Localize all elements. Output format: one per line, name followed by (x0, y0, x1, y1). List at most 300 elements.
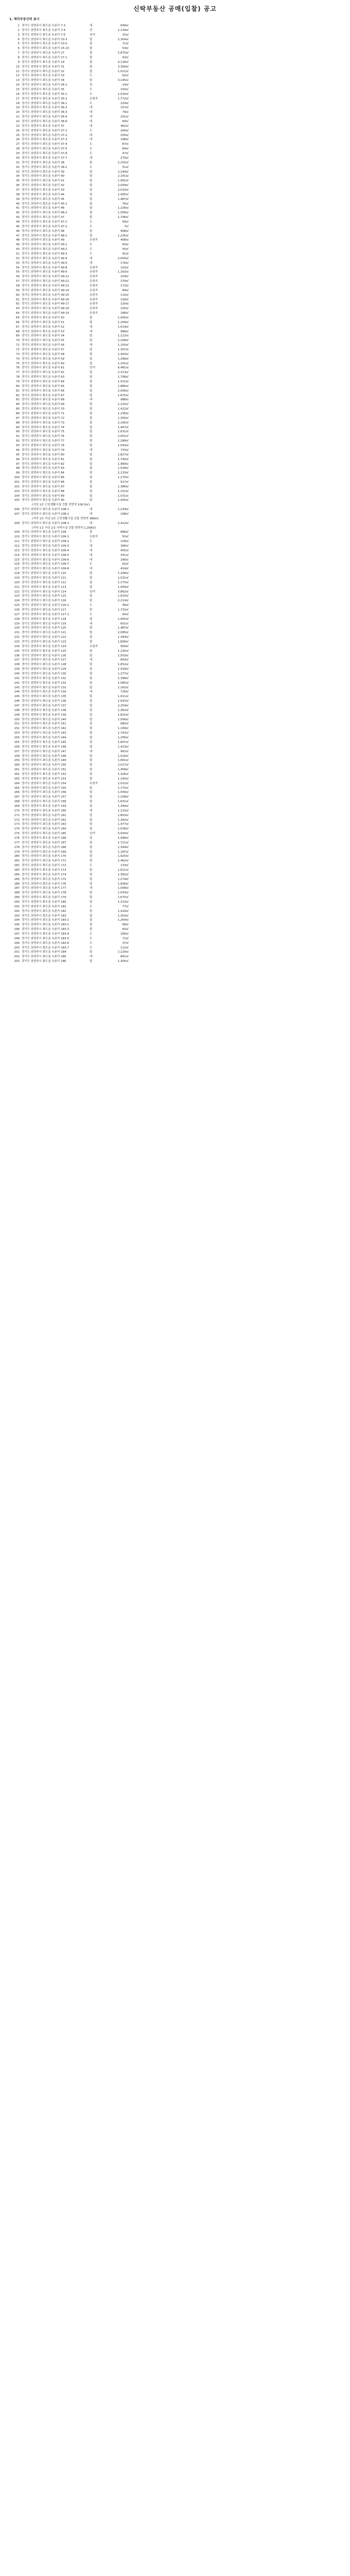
parcel-area: 1,775㎡ (117, 786, 129, 790)
parcel-area: 1,208㎡ (117, 795, 129, 799)
parcel-row (12, 649, 167, 654)
parcel-number: 144 (14, 690, 20, 694)
parcel-row (12, 402, 167, 407)
parcel-row (12, 334, 167, 338)
parcel-number: 6 (18, 47, 20, 50)
parcel-area: 62㎡ (122, 74, 129, 78)
parcel-landuse: 답 (90, 352, 93, 356)
parcel-landuse: 답 (90, 827, 93, 831)
parcel-landuse: 유원지 (90, 645, 98, 648)
parcel-number: 125 (14, 604, 20, 607)
parcel-address: 경기도 남양주시 화도읍 녹촌리 49-1 (22, 243, 67, 247)
parcel-row (12, 133, 167, 138)
parcel-landuse: 답 (90, 754, 93, 758)
parcel-row (12, 905, 167, 909)
parcel-row (12, 845, 167, 850)
parcel-row (12, 70, 167, 74)
parcel-area: 1,556㎡ (117, 211, 129, 215)
parcel-address: 경기도 남양주시 화도읍 녹촌리 89 (22, 494, 65, 498)
parcel-row (12, 485, 167, 489)
parcel-landuse: 유원지 (90, 280, 98, 283)
parcel-area: 1,652㎡ (117, 663, 129, 667)
parcel-row (12, 434, 167, 439)
parcel-landuse: 잡 (90, 928, 93, 931)
parcel-row (12, 284, 167, 289)
parcel-landuse: 답 (90, 320, 93, 324)
parcel-landuse: 도 (90, 74, 93, 78)
parcel-address: 경기도 남양주시 화도읍 녹촌리 180 (22, 901, 66, 904)
parcel-landuse: 답 (90, 804, 93, 808)
parcel-number: 50 (16, 248, 20, 251)
parcel-area: 1,462㎡ (117, 859, 129, 863)
parcel-number: 48 (16, 239, 20, 242)
parcel-landuse: 답 (90, 960, 93, 963)
parcel-number: 49 (16, 243, 20, 247)
parcel-row (12, 366, 167, 370)
parcel-address: 경기도 남양주시 화도읍 녹촌리 155 (22, 786, 66, 790)
parcel-landuse: 답 (90, 384, 93, 388)
parcel-row (12, 937, 167, 941)
parcel-row (12, 640, 167, 645)
parcel-row (12, 92, 167, 97)
parcel-area: 1,405㎡ (117, 193, 129, 196)
parcel-address: 경기도 남양주시 화도읍 녹촌리 109-7 (22, 563, 69, 566)
parcel-number: 72 (16, 348, 20, 352)
parcel-landuse: 답 (90, 759, 93, 762)
parcel-row (12, 480, 167, 485)
parcel-row (12, 631, 167, 635)
parcel-area: 2,155㎡ (117, 161, 129, 164)
parcel-number: 151 (14, 722, 20, 726)
parcel-address: 경기도 남양주시 화도읍 녹촌리 72 (22, 416, 65, 420)
parcel-row (12, 325, 167, 330)
parcel-address: 경기도 남양주시 화도읍 녹촌리 151 (22, 768, 66, 772)
parcel-area: 886㎡ (120, 531, 129, 534)
parcel-landuse: 답 (90, 668, 93, 671)
parcel-number: 31 (16, 161, 20, 164)
parcel-area: 42㎡ (122, 56, 129, 60)
parcel-row (12, 854, 167, 859)
parcel-row (12, 722, 167, 726)
parcel-address: 경기도 남양주시 화도읍 녹촌리 125 (22, 649, 66, 653)
parcel-address: 경기도 남양주시 화도읍 녹촌리 35-1 (22, 92, 67, 96)
parcel-area: 1,585㎡ (117, 681, 129, 685)
parcel-address: 경기도 남양주시 화도읍 녹촌리 7-3 (22, 24, 66, 27)
parcel-area: 1,506㎡ (117, 718, 129, 721)
parcel-area: 1,208㎡ (117, 572, 129, 575)
parcel-number: 17 (16, 97, 20, 100)
parcel-number: 147 (14, 704, 20, 708)
parcel-area: 1,307㎡ (117, 348, 129, 352)
parcel-area: 2,059㎡ (117, 184, 129, 188)
parcel-row (12, 257, 167, 261)
parcel-address: 경기도 남양주시 화도읍 녹촌리 160 (22, 809, 66, 812)
parcel-row (12, 279, 167, 284)
building-note: (지하 1층 지상 2층 근린생활시설 건물 연면적 388㎡) (32, 517, 99, 520)
parcel-area: 1,295㎡ (117, 736, 129, 740)
parcel-landuse: 천 (90, 83, 93, 87)
parcel-number: 149 (14, 713, 20, 717)
parcel-landuse: 답 (90, 216, 93, 219)
parcel-address: 경기도 남양주시 화도읍 녹촌리 56 (22, 344, 65, 347)
parcel-number: 47 (16, 234, 20, 238)
parcel-landuse: 전 (90, 28, 93, 32)
parcel-area: 1,820㎡ (117, 713, 129, 717)
parcel-area: 843㎡ (120, 658, 129, 662)
parcel-row (12, 60, 167, 65)
parcel-number: 37 (16, 188, 20, 192)
parcel-number: 111 (14, 540, 20, 544)
parcel-address: 경기도 남양주시 화도읍 녹촌리 37-4 (22, 143, 67, 146)
parcel-area: 1,288㎡ (117, 439, 129, 443)
parcel-area: 1,518㎡ (117, 467, 129, 470)
parcel-address: 경기도 남양주시 화도읍 녹촌리 49-12 (22, 280, 69, 283)
parcel-area: 50㎡ (122, 248, 129, 251)
parcel-area: 62㎡ (122, 563, 129, 566)
parcel-address: 경기도 남양주시 화도읍 녹촌리 47 (22, 216, 65, 219)
parcel-row (12, 129, 167, 133)
parcel-address: 경기도 남양주시 화도읍 녹촌리 58 (22, 352, 65, 356)
parcel-row (12, 777, 167, 782)
parcel-row (12, 544, 167, 549)
parcel-address: 경기도 남양주시 화도읍 녹촌리 7-4 (22, 28, 66, 32)
parcel-number: 124 (14, 599, 20, 603)
parcel-row (12, 439, 167, 444)
parcel-row (12, 147, 167, 151)
parcel-landuse: 답 (90, 814, 93, 817)
parcel-address: 경기도 남양주시 화도읍 녹촌리 76 (22, 435, 65, 438)
parcel-row (12, 553, 167, 558)
parcel-address: 경기도 남양주시 화도읍 녹촌리 131 (22, 676, 66, 680)
parcel-address: 경기도 남양주시 화도읍 녹촌리 49-18 (22, 307, 69, 311)
parcel-address: 경기도 남양주시 화도읍 녹촌리 23-3 (22, 38, 67, 41)
parcel-landuse: 대 (90, 809, 93, 812)
parcel-area: 84㎡ (122, 147, 129, 151)
parcel-area: 110㎡ (120, 293, 129, 297)
parcel-row (12, 558, 167, 563)
parcel-landuse: 답 (90, 914, 93, 918)
parcel-address: 경기도 남양주시 화도읍 녹촌리 69 (22, 403, 65, 406)
parcel-number: 200 (14, 946, 20, 950)
parcel-number: 19 (16, 106, 20, 110)
parcel-landuse: 대 (90, 448, 93, 452)
parcel-number: 77 (16, 371, 20, 375)
parcel-address: 경기도 남양주시 화도읍 녹촌리 38 (22, 161, 65, 164)
parcel-address: 경기도 남양주시 화도읍 녹촌리 39 (22, 170, 65, 174)
parcel-address: 경기도 남양주시 화도읍 녹촌리 49-8 (22, 266, 67, 269)
parcel-area: 1,155㎡ (117, 344, 129, 347)
parcel-number: 135 (14, 649, 20, 653)
parcel-area: 2,214㎡ (117, 599, 129, 603)
parcel-number: 197 (14, 933, 20, 936)
parcel-area: 306㎡ (120, 544, 129, 548)
parcel-number: 153 (14, 732, 20, 735)
parcel-landuse: 답 (90, 357, 93, 361)
parcel-row (12, 900, 167, 905)
parcel-landuse: 대 (90, 549, 93, 552)
parcel-address: 경기도 남양주시 화도읍 녹촌리 156 (22, 791, 66, 794)
parcel-number: 1 (18, 24, 20, 27)
parcel-landuse: 답 (90, 599, 93, 603)
parcel-number: 165 (14, 786, 20, 790)
parcel-address: 경기도 남양주시 화도읍 녹촌리 143 (22, 732, 66, 735)
parcel-landuse: 임야 (90, 832, 95, 836)
parcel-number: 186 (14, 882, 20, 886)
parcel-area: 71㎡ (122, 42, 129, 46)
parcel-address: 경기도 남양주시 화도읍 녹촌리 35-2 (22, 97, 67, 100)
parcel-landuse: 유원지 (90, 275, 98, 279)
parcel-address: 경기도 남양주시 화도읍 녹촌리 81 (22, 457, 65, 461)
parcel-area: 1,021㎡ (117, 70, 129, 73)
parcel-landuse: 답 (90, 713, 93, 717)
parcel-row (12, 348, 167, 352)
parcel-number: 2 (18, 28, 20, 32)
parcel-area: 564㎡ (120, 645, 129, 648)
parcel-row (12, 946, 167, 951)
parcel-area: 1,419㎡ (117, 909, 129, 913)
parcel-area: 1,134㎡ (117, 28, 129, 32)
parcel-address: 경기도 남양주시 화도읍 녹촌리 173 (22, 868, 66, 872)
parcel-address: 경기도 남양주시 화도읍 녹촌리 27-1 (22, 56, 67, 60)
parcel-address: 경기도 남양주시 화도읍 녹촌리 148 (22, 754, 66, 758)
parcel-number: 141 (14, 676, 20, 680)
parcel-area: 1,836㎡ (117, 882, 129, 886)
parcel-row (12, 576, 167, 581)
parcel-number: 35 (16, 179, 20, 183)
parcel-number: 192 (14, 909, 20, 913)
parcel-landuse: 답 (90, 202, 93, 206)
parcel-area: 1,162㎡ (117, 270, 129, 274)
parcel-row (12, 585, 167, 590)
parcel-area: 1,302㎡ (117, 914, 129, 918)
parcel-number: 91 (16, 435, 20, 438)
parcel-row (12, 654, 167, 658)
parcel-number: 120 (14, 581, 20, 584)
parcel-area: 1,721㎡ (117, 841, 129, 844)
parcel-address: 경기도 남양주시 화도읍 녹촌리 49-16 (22, 298, 69, 301)
parcel-address: 경기도 남양주시 화도읍 녹촌리 82 (22, 462, 65, 466)
parcel-row (12, 718, 167, 722)
parcel-row (12, 193, 167, 197)
parcel-area: 1,487㎡ (117, 626, 129, 630)
parcel-row (12, 97, 167, 101)
parcel-landuse: 답 (90, 585, 93, 589)
parcel-number: 81 (16, 389, 20, 393)
parcel-number: 203 (14, 960, 20, 963)
parcel-address: 경기도 남양주시 화도읍 녹촌리 124 (22, 645, 66, 648)
parcel-landuse: 도 (90, 604, 93, 607)
parcel-area: 1,447㎡ (117, 426, 129, 429)
parcel-landuse: 답 (90, 494, 93, 498)
parcel-area: 40㎡ (122, 613, 129, 616)
parcel-address: 경기도 남양주시 화도읍 녹촌리 34-1 (22, 83, 67, 87)
parcel-row (12, 726, 167, 731)
parcel-address: 경기도 남양주시 화도읍 녹촌리 154 (22, 782, 66, 785)
parcel-address: 경기도 남양주시 화도읍 녹촌리 90 (22, 499, 65, 502)
parcel-landuse: 답 (90, 836, 93, 840)
parcel-landuse: 답 (90, 193, 93, 196)
parcel-row (12, 626, 167, 631)
parcel-landuse: 도 (90, 129, 93, 132)
parcel-number: 60 (16, 293, 20, 297)
parcel-row (12, 33, 167, 38)
parcel-address: 경기도 남양주시 화도읍 녹촌리 109 (22, 531, 66, 534)
parcel-landuse: 답 (90, 581, 93, 584)
parcel-number: 44 (16, 220, 20, 224)
parcel-area: 1,216㎡ (117, 649, 129, 653)
parcel-address: 경기도 남양주시 화도읍 녹촌리 47-1 (22, 220, 67, 224)
parcel-row (12, 261, 167, 266)
parcel-number: 22 (16, 120, 20, 124)
parcel-landuse: 답 (90, 640, 93, 644)
parcel-row (12, 891, 167, 895)
parcel-address: 경기도 남양주시 화도읍 녹촌리 121 (22, 631, 66, 635)
parcel-area: 2,006㎡ (117, 389, 129, 393)
parcel-area: 1,122㎡ (117, 334, 129, 338)
parcel-area: 455㎡ (120, 549, 129, 552)
parcel-area: 1,925㎡ (117, 855, 129, 858)
parcel-landuse: 도 (90, 248, 93, 251)
parcel-address: 경기도 남양주시 화도읍 녹촌리 183-7 (22, 946, 69, 950)
parcel-landuse: 답 (90, 649, 93, 653)
parcel-landuse: 도 (90, 92, 93, 96)
parcel-address: 경기도 남양주시 화도읍 녹촌리 170 (22, 855, 66, 858)
parcel-address: 경기도 남양주시 화도읍 녹촌리 49-19 (22, 312, 69, 315)
parcel-number: 114 (14, 553, 20, 557)
parcel-landuse: 잡 (90, 42, 93, 46)
parcel-area: 47㎡ (122, 152, 129, 156)
parcel-address: 경기도 남양주시 화도읍 녹촌리 70 (22, 408, 65, 411)
parcel-address: 경기도 남양주시 화도읍 녹촌리 65 (22, 384, 65, 388)
parcel-landuse: 잡 (90, 919, 93, 922)
parcel-number: 15 (16, 88, 20, 92)
parcel-number: 82 (16, 394, 20, 397)
parcel-number: 10 (16, 65, 20, 69)
parcel-landuse: 답 (90, 718, 93, 721)
parcel-number: 71 (16, 344, 20, 347)
parcel-row (12, 120, 167, 124)
parcel-area: 1,234㎡ (117, 508, 129, 512)
parcel-number: 105 (14, 499, 20, 502)
parcel-number: 154 (14, 736, 20, 740)
parcel-landuse: 답 (90, 951, 93, 954)
parcel-number: 21 (16, 115, 20, 119)
parcel-number: 4 (18, 38, 20, 41)
parcel-row (12, 407, 167, 412)
parcel-landuse: 대 (90, 558, 93, 562)
parcel-row (12, 457, 167, 462)
parcel-area: 37㎡ (122, 941, 129, 945)
parcel-address: 경기도 남양주시 화도읍 녹촌리 183-5 (22, 937, 69, 940)
parcel-row (12, 389, 167, 394)
parcel-landuse: 답 (90, 732, 93, 735)
parcel-row (12, 88, 167, 92)
parcel-area: 1,631㎡ (117, 430, 129, 434)
parcel-number: 80 (16, 384, 20, 388)
parcel-landuse: 답 (90, 79, 93, 82)
parcel-address: 경기도 남양주시 화도읍 녹촌리 122 (22, 636, 66, 639)
parcel-row (12, 512, 167, 517)
parcel-address: 경기도 남양주시 화도읍 녹촌리 37-7 (22, 156, 67, 160)
parcel-address: 경기도 남양주시 화도읍 녹촌리 145 (22, 740, 66, 744)
parcel-row (12, 745, 167, 750)
parcel-landuse: 답 (90, 882, 93, 886)
parcel-address: 경기도 남양주시 화도읍 녹촌리 62 (22, 371, 65, 375)
parcel-row (12, 24, 167, 28)
parcel-row (12, 56, 167, 60)
parcel-area: 172㎡ (120, 284, 129, 287)
parcel-landuse: 답 (90, 695, 93, 699)
parcel-row (12, 252, 167, 257)
parcel-row (12, 740, 167, 745)
parcel-landuse: 대 (90, 115, 93, 119)
parcel-area: 1,349㎡ (117, 845, 129, 849)
parcel-area: 1,326㎡ (117, 772, 129, 776)
parcel-number: 170 (14, 809, 20, 812)
parcel-row (12, 412, 167, 416)
parcel-row (12, 549, 167, 553)
parcel-landuse: 대 (90, 111, 93, 114)
parcel-number: 29 (16, 152, 20, 156)
parcel-number: 139 (14, 668, 20, 671)
parcel-number: 168 (14, 800, 20, 804)
parcel-landuse: 유원지 (90, 289, 98, 292)
parcel-row (12, 672, 167, 676)
parcel-address: 경기도 남양주시 화도읍 녹촌리 147 (22, 750, 66, 753)
parcel-number: 73 (16, 352, 20, 356)
parcel-number: 66 (16, 320, 20, 324)
parcel-landuse: 답 (90, 444, 93, 448)
parcel-number: 85 (16, 408, 20, 411)
parcel-address: 경기도 남양주시 화도읍 녹촌리 130 (22, 672, 66, 676)
parcel-address: 경기도 남양주시 화도읍 녹촌리 41 (22, 179, 65, 183)
parcel-number: 26 (16, 138, 20, 142)
parcel-landuse: 답 (90, 686, 93, 689)
parcel-number: 122 (14, 590, 20, 594)
parcel-row (12, 421, 167, 426)
parcel-number: 112 (14, 544, 20, 548)
parcel-address: 경기도 남양주시 화도읍 녹촌리 79 (22, 448, 65, 452)
parcel-address: 경기도 남양주시 화도읍 녹촌리 68 (22, 398, 65, 402)
parcel-number: 199 (14, 941, 20, 945)
parcel-row (12, 384, 167, 389)
parcel-row (12, 827, 167, 832)
parcel-address: 경기도 남양주시 화도읍 녹촌리 141 (22, 722, 66, 726)
parcel-number: 86 (16, 412, 20, 416)
parcel-address: 경기도 남양주시 화도읍 녹촌리 109-5 (22, 553, 69, 557)
parcel-row (12, 599, 167, 603)
parcel-area: 1,610㎡ (117, 595, 129, 598)
parcel-landuse: 답 (90, 868, 93, 872)
parcel-row (12, 298, 167, 302)
parcel-area: 2,017㎡ (117, 764, 129, 767)
parcel-address: 경기도 남양주시 화도읍 녹촌리 174 (22, 873, 66, 876)
parcel-area: 159㎡ (120, 298, 129, 301)
parcel-row (12, 635, 167, 640)
parcel-area: 133㎡ (120, 864, 129, 868)
parcel-landuse: 답 (90, 197, 93, 201)
parcel-number: 179 (14, 850, 20, 854)
parcel-landuse: 답 (90, 777, 93, 781)
parcel-address: 경기도 남양주시 화도읍 녹촌리 88 (22, 489, 65, 493)
parcel-area: 1,175㎡ (117, 581, 129, 584)
parcel-row (12, 914, 167, 919)
parcel-area: 1,403㎡ (117, 352, 129, 356)
parcel-landuse: 유원지 (90, 293, 98, 297)
parcel-landuse: 답 (90, 161, 93, 164)
parcel-number: 76 (16, 366, 20, 370)
parcel-number: 84 (16, 403, 20, 406)
